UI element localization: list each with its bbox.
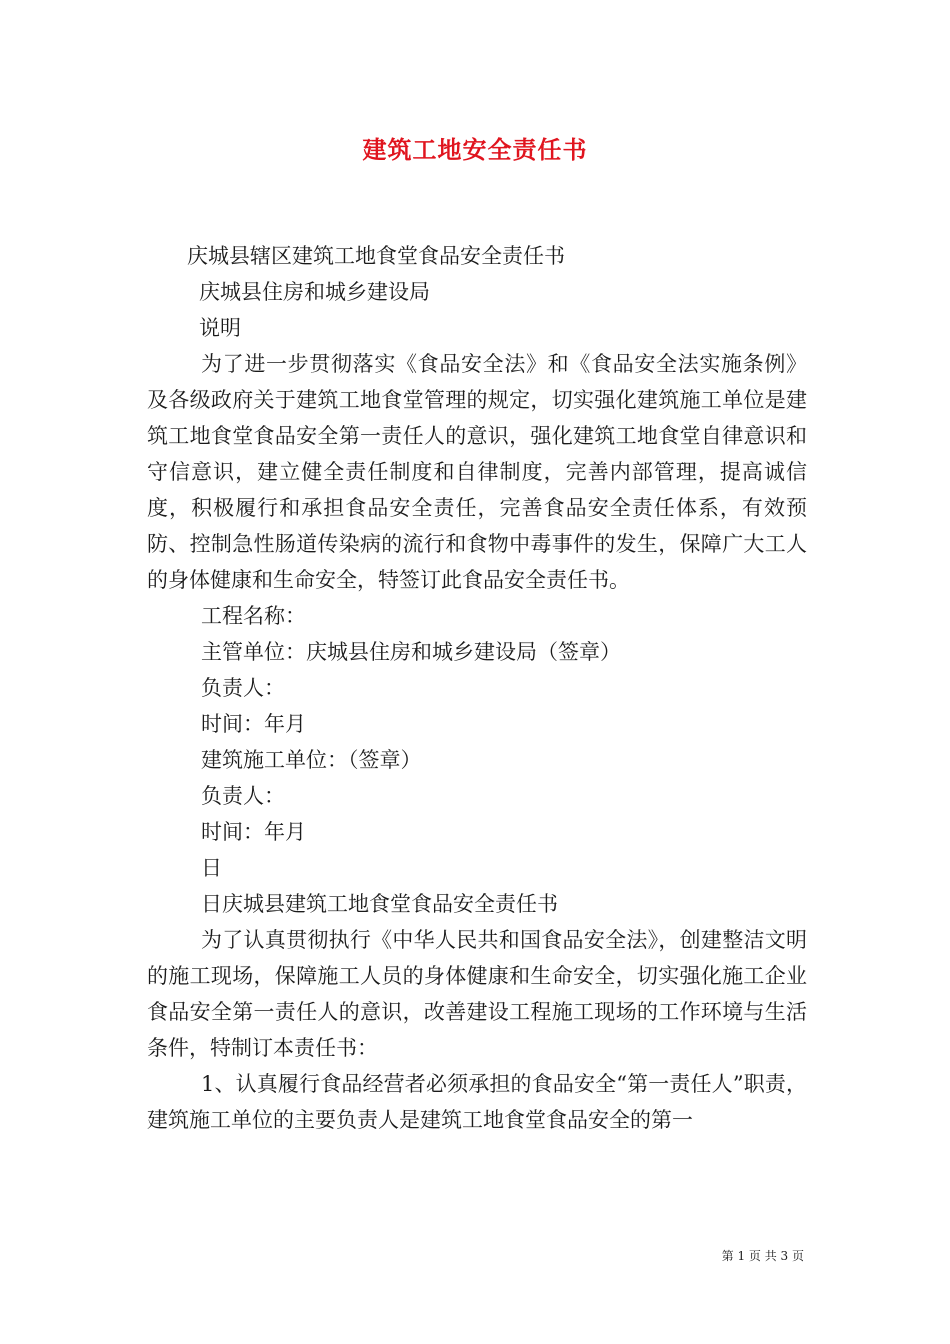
section-heading: 说明 [199,316,241,340]
page-number: 第 1 页 共 3 页 [721,1249,804,1263]
document-body [147,238,807,1138]
second-document-title: 日庆城县建筑工地食堂食品安全责任书 [201,892,558,916]
issuer-line: 庆城县住房和城乡建设局 [199,280,430,304]
field-project-name: 工程名称： [201,604,306,628]
field-responsible-person-2: 负责人： [201,784,285,808]
field-responsible-person: 负责人： [201,676,285,700]
document-title: 建筑工地安全责任书 [362,135,588,164]
subtitle-line: 庆城县辖区建筑工地食堂食品安全责任书 [187,244,565,268]
paragraph-intro: 为了进一步贯彻落实《食品安全法》和《食品安全法实施条例》及各级政府关于建筑工地食堂管理的规定，切实强化建筑施工单位是建筑工地食堂食品安全第一责任人的意识，强化建筑工地食堂自律意识和守信意识，建立健全责任制度和自律制度，完善内部管理，提高诚信度，积极履行和承担食品安全责任，完善食品安全责任体系，有效预防、控制急性肠道传染病的流行和食物中毒事件的发生，保障广大工人的身体健康和生命安全，特签订此食品安全责任书。 [147,352,807,592]
field-day: 日 [201,856,222,880]
paragraph-purpose: 为了认真贯彻执行《中华人民共和国食品安全法》，创建整洁文明的施工现场，保障施工人员的身体健康和生命安全，切实强化施工企业食品安全第一责任人的意识，改善建设工程施工现场的工作环境与生活条件，特制订本责任书： [147,928,807,1060]
field-date-2: 时间：年月 [201,820,306,844]
field-supervising-unit: 主管单位：庆城县住房和城乡建设局（签章） [201,640,621,664]
paragraph-item-1: 1、认真履行食品经营者必须承担的食品安全“第一责任人”职责，建筑施工单位的主要负责人是建筑工地食堂食品安全的第一 [147,1072,807,1132]
field-date: 时间：年月 [201,712,306,736]
field-construction-unit: 建筑施工单位：（签章） [201,748,422,772]
